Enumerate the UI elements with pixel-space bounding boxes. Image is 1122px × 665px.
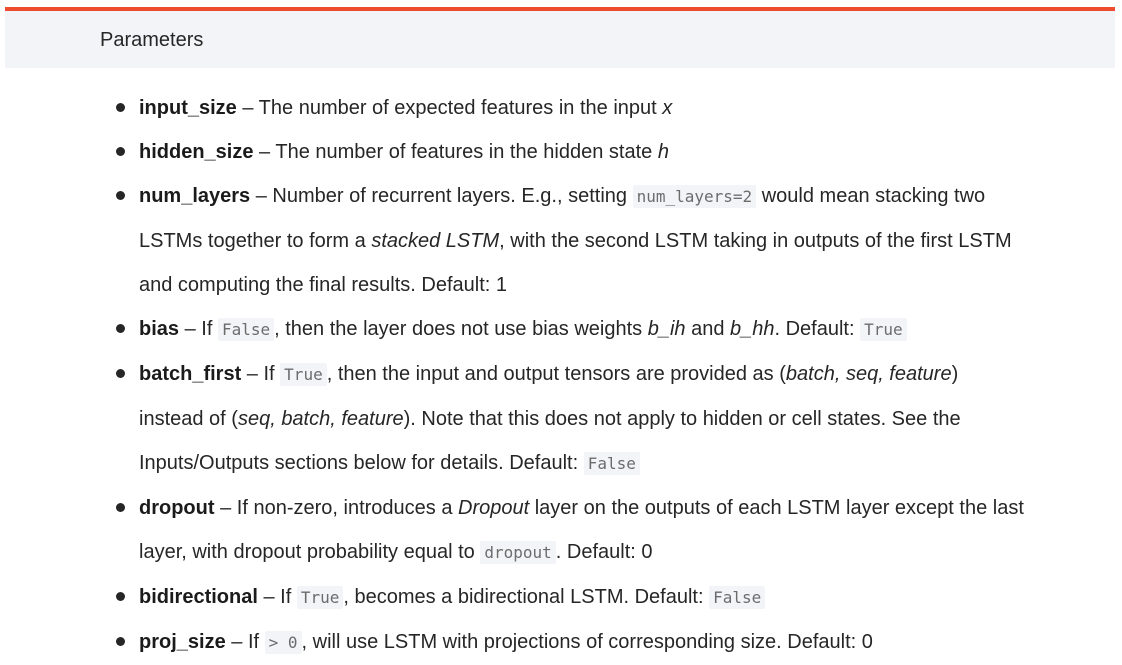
param-name: input_size xyxy=(139,97,237,119)
param-name: proj_size xyxy=(139,631,226,653)
param-bidirectional: bidirectional – If True , becomes a bidirectional LSTM. Default: False xyxy=(0,575,1122,620)
param-name: bias xyxy=(139,318,180,340)
param-hidden-size: hidden_size – The number of features in the hidden state h xyxy=(0,130,1122,174)
parameters-header xyxy=(5,11,1115,68)
inline-code: False xyxy=(709,586,765,609)
inline-code: False xyxy=(584,452,640,475)
param-name: num_layers xyxy=(139,185,251,207)
parameter-list xyxy=(0,86,1122,665)
inline-code: True xyxy=(280,363,327,386)
param-name: batch_first xyxy=(139,363,242,385)
inline-code: True xyxy=(860,318,907,341)
param-batch-first: batch_first – If True , then the input and output tensors are provided as (batch, seq, feature) instead of (seq, batch, feature). Note that this does not apply to hidden or cell states. See the Inputs/Outputs sections below for details. Default: False xyxy=(0,352,1122,486)
param-dropout: dropout – If non-zero, introduces a Dropout layer on the outputs of each LSTM layer except the last layer, with dropout probability equal to dropout . Default: 0 xyxy=(0,486,1122,575)
param-proj-size: proj_size – If > 0 , will use LSTM with projections of corresponding size. Default: 0 xyxy=(0,620,1122,665)
param-name: hidden_size xyxy=(139,141,254,163)
param-input-size: input_size – The number of expected features in the input x xyxy=(0,86,1122,130)
param-name: bidirectional xyxy=(139,586,258,608)
inline-code: dropout xyxy=(480,541,555,564)
param-bias: bias – If False , then the layer does not use bias weights b_ih and b_hh. Default: True xyxy=(0,307,1122,352)
inline-code: True xyxy=(297,586,344,609)
param-name: dropout xyxy=(139,497,215,519)
section-title: Parameters xyxy=(100,29,204,51)
inline-code: False xyxy=(218,318,274,341)
inline-code: num_layers=2 xyxy=(633,185,757,208)
param-num-layers: num_layers – Number of recurrent layers. E.g., setting num_layers=2 would mean stacking two LSTMs together to form a stacked LSTM, with the second LSTM taking in outputs of the first LSTM and computing the final results. Default: 1 xyxy=(0,174,1122,307)
inline-code: > 0 xyxy=(265,631,302,654)
